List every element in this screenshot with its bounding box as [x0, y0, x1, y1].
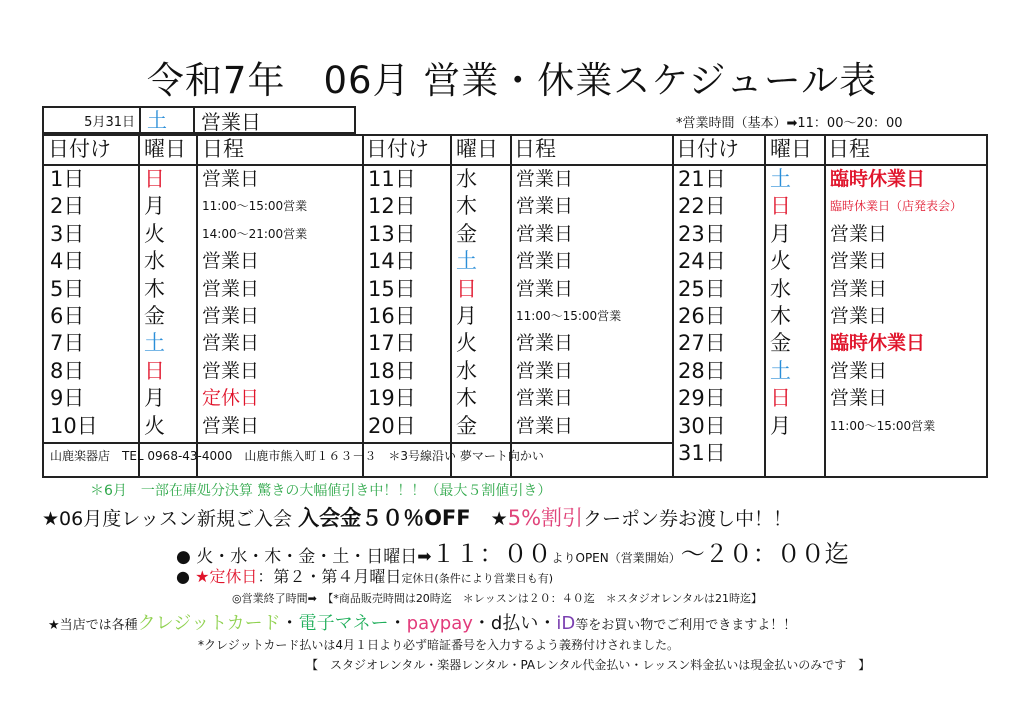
- column-header: [362, 136, 672, 166]
- column-header: [44, 136, 362, 166]
- row-dow: 日: [144, 358, 165, 383]
- row-dow: 金: [456, 221, 477, 246]
- row-dow: 金: [144, 304, 165, 328]
- schedule-row: [362, 193, 672, 220]
- row-dow: 金: [770, 331, 791, 356]
- schedule-row: [44, 358, 362, 385]
- row-date: 4日: [50, 249, 85, 274]
- schedule-row: [672, 276, 986, 303]
- schedule-row: [672, 248, 986, 275]
- row-date: 10日: [50, 413, 98, 438]
- row-status: 臨時休業日（店発表会）: [830, 199, 963, 214]
- row-date: 13日: [368, 221, 416, 246]
- header-dow: 曜日: [770, 137, 812, 161]
- row-dow: 月: [770, 221, 791, 246]
- row-dow: [764, 440, 824, 467]
- schedule-row: [362, 385, 672, 412]
- schedule-row: [362, 303, 672, 330]
- row-dow: 木: [770, 304, 791, 328]
- payment-dpay: d払い: [490, 613, 539, 634]
- payment-notice: [48, 609, 796, 635]
- row-dow: 土: [456, 249, 477, 274]
- row-status: 営業日: [516, 168, 574, 190]
- schedule-row: [672, 221, 986, 248]
- row-dow: 木: [456, 194, 477, 219]
- row-status: 営業日: [830, 277, 888, 300]
- open-note: よりOPEN（営業開始）: [551, 551, 681, 565]
- row-status: 臨時休業日: [830, 332, 926, 355]
- closed-text: ：第２・第４月曜日: [257, 567, 402, 586]
- row-dow: 月: [144, 386, 165, 411]
- row-date: 5日: [50, 276, 85, 301]
- divider: [764, 136, 766, 476]
- row-dow: 火: [770, 249, 791, 274]
- row-dow: 木: [456, 386, 477, 411]
- row-status: 営業日: [516, 387, 574, 410]
- page-title: 令和7年 06月 営業・休業スケジュール表: [146, 59, 878, 102]
- payment-emoney: 電子マネー: [298, 613, 389, 634]
- row-date: 12日: [368, 194, 416, 219]
- row-date: 28日: [678, 358, 726, 383]
- schedule-row: [44, 221, 362, 248]
- row-status: 営業日: [830, 222, 888, 245]
- schedule-row: [44, 413, 362, 440]
- schedule-row: [672, 193, 986, 220]
- schedule-row: [44, 193, 362, 220]
- lesson-discount: 5%割引: [507, 506, 584, 530]
- row-date: 29日: [678, 386, 726, 411]
- row-dow: 土: [770, 167, 791, 191]
- divider: [824, 136, 826, 476]
- row-status: 営業日: [202, 277, 260, 300]
- row-status: 営業日: [202, 414, 260, 437]
- row-dow: 火: [144, 221, 165, 246]
- divider: [672, 136, 674, 476]
- row-dow: 月: [770, 413, 791, 438]
- header-date: 日付け: [48, 137, 111, 161]
- row-date: 8日: [50, 358, 85, 383]
- schedule-row: [44, 385, 362, 412]
- row-date: 17日: [368, 331, 416, 356]
- row-date: 1日: [50, 167, 85, 191]
- row-dow: 月: [456, 304, 477, 328]
- row-dow: 土: [770, 358, 791, 383]
- schedule-grid: [42, 134, 988, 478]
- schedule-row: [672, 330, 986, 357]
- row-date: 3日: [50, 221, 85, 246]
- lesson-suffix: クーポン券お渡し中！！: [583, 508, 793, 530]
- previous-day-date: 5月31日: [84, 114, 135, 130]
- row-date: 15日: [368, 276, 416, 301]
- closed-note: 定休日(条件により営業日も有): [401, 572, 554, 585]
- divider: [510, 136, 512, 476]
- row-status: 11:00～15:00営業: [830, 418, 936, 433]
- row-dow: 日: [456, 276, 477, 301]
- row-dow: 日: [144, 167, 165, 191]
- separator: ・: [472, 613, 491, 634]
- schedule-row: [672, 166, 986, 193]
- row-status: 営業日: [516, 332, 574, 355]
- schedule-row: [362, 330, 672, 357]
- row-status: 11:00～15:00営業: [516, 309, 622, 323]
- row-date: 19日: [368, 386, 416, 411]
- row-date: 25日: [678, 276, 726, 301]
- row-dow: 水: [144, 249, 165, 274]
- row-status: 営業日: [830, 387, 888, 410]
- row-status: 営業日: [516, 277, 574, 300]
- lesson-prefix: ★06月度レッスン新規ご入会: [42, 508, 293, 530]
- schedule-column-1: [44, 136, 362, 476]
- schedule-row: [44, 330, 362, 357]
- row-status: 営業日: [202, 359, 260, 382]
- row-status: 営業日: [516, 222, 574, 245]
- closing-time: ◎営業終了時間➡ 【*商品販売時間は20時迄 ＊レッスンは２０：４０迄 ＊スタジオレンタルは21時迄】: [232, 592, 762, 605]
- row-dow: 金: [456, 413, 477, 438]
- previous-day-dow: 土: [139, 108, 195, 132]
- row-date: 22日: [678, 194, 726, 219]
- schedule-column-2: [362, 136, 672, 476]
- row-status: 営業日: [202, 305, 260, 327]
- row-date: 26日: [678, 304, 726, 328]
- row-date: 6日: [50, 304, 85, 328]
- header-schedule: 日程: [828, 137, 870, 161]
- row-dow: 日: [770, 386, 791, 411]
- row-dow: 水: [456, 167, 477, 191]
- header-dow: 曜日: [456, 137, 498, 161]
- row-status: 営業日: [516, 414, 574, 437]
- header-dow: 曜日: [144, 137, 186, 161]
- row-date: 31日: [678, 441, 726, 465]
- pin-notice: *クレジットカード払いは4月１日より必ず暗証番号を入力するよう義務付けされました。: [198, 638, 679, 652]
- row-dow: 月: [144, 194, 165, 219]
- row-date: 14日: [368, 249, 416, 274]
- lesson-star: ★: [490, 508, 508, 530]
- row-dow: 火: [144, 413, 165, 438]
- separator: ・: [280, 613, 299, 634]
- row-dow: 土: [144, 331, 165, 356]
- row-status: 営業日: [202, 168, 260, 190]
- previous-day-status: 営業日: [201, 109, 261, 134]
- divider: [196, 136, 198, 476]
- schedule-row: [362, 276, 672, 303]
- row-date: 30日: [678, 413, 726, 438]
- column-header: [672, 136, 986, 166]
- closed-label: ★定休日: [195, 567, 258, 586]
- row-date: 18日: [368, 358, 416, 383]
- row-status: 営業日: [516, 359, 574, 382]
- store-address: 山鹿楽器店 TEL 0968-43-4000 山鹿市熊入町１６３－３ ＊3号線沿い 夢マート向かい: [50, 449, 544, 463]
- header-schedule: 日程: [202, 137, 244, 161]
- row-status: 臨時休業日: [830, 168, 926, 190]
- lesson-fee: 入会金５０％OFF: [298, 506, 471, 530]
- lesson-notice: [42, 502, 792, 532]
- divider: [362, 136, 364, 476]
- schedule-row: [362, 248, 672, 275]
- schedule-row: [672, 358, 986, 385]
- schedule-row: [362, 221, 672, 248]
- row-date: 20日: [368, 413, 416, 438]
- row-status: 営業日: [516, 195, 574, 218]
- header-date: 日付け: [366, 137, 429, 161]
- schedule-row: [362, 358, 672, 385]
- payment-prefix: ★当店では各種: [48, 618, 138, 633]
- schedule-row: [44, 166, 362, 193]
- schedule-row: [362, 413, 672, 440]
- payment-id: iD: [556, 613, 576, 634]
- payment-paypay: paypay: [406, 613, 473, 634]
- row-status: 14:00～21:00営業: [202, 226, 308, 241]
- open-days: 火・水・木・金・土・日曜日➡: [196, 547, 432, 567]
- header-schedule: 日程: [514, 137, 556, 161]
- row-date: 24日: [678, 249, 726, 274]
- row-date: 27日: [678, 331, 726, 356]
- schedule-row: [672, 440, 986, 467]
- cash-notice: 【 スタジオレンタル・楽器レンタル・PAレンタル代金払い・レッスン料金払いは現金払いのみです 】: [306, 658, 871, 672]
- separator: ・: [538, 613, 557, 634]
- schedule-row: [44, 276, 362, 303]
- row-status: 営業日: [830, 359, 888, 382]
- header-date: 日付け: [676, 137, 739, 161]
- row-status: 営業日: [516, 250, 574, 273]
- row-status: 営業日: [830, 250, 888, 273]
- row-status: 営業日: [830, 305, 888, 327]
- row-date: 7日: [50, 331, 85, 356]
- basic-hours: *営業時間（基本）➡11：00～20：00: [676, 116, 903, 131]
- row-date: 21日: [678, 167, 726, 191]
- row-dow: 日: [770, 194, 791, 219]
- bullet: ●: [176, 547, 191, 567]
- schedule-row: [672, 303, 986, 330]
- divider: [138, 136, 140, 476]
- separator: ・: [388, 613, 407, 634]
- schedule-row: [362, 166, 672, 193]
- schedule-column-3: [672, 136, 986, 476]
- close-time: ～２０：００迄: [680, 540, 849, 568]
- schedule-row: [672, 413, 986, 440]
- schedule-row: [44, 303, 362, 330]
- row-dow: 火: [456, 331, 477, 356]
- schedule-row: [672, 385, 986, 412]
- row-date: 11日: [368, 167, 416, 191]
- closed-days: [176, 564, 553, 587]
- schedule-row: [44, 248, 362, 275]
- open-time: １１：００: [431, 540, 552, 568]
- payment-credit: クレジットカード: [137, 613, 281, 634]
- row-date: 16日: [368, 304, 416, 328]
- payment-suffix: 等をお買い物でご利用できますよ！！: [575, 618, 797, 633]
- row-dow: 木: [144, 276, 165, 301]
- row-status: 定休日: [202, 387, 260, 410]
- bullet: ●: [176, 567, 190, 586]
- row-status: 11:00～15:00営業: [202, 199, 308, 214]
- row-status: 営業日: [202, 332, 260, 355]
- row-dow: 水: [456, 358, 477, 383]
- row-status: 営業日: [202, 250, 260, 273]
- row-date: 23日: [678, 221, 726, 246]
- divider: [450, 136, 452, 476]
- row-dow: 水: [770, 276, 791, 301]
- sale-notice: ＊6月 一部在庫処分決算 驚きの大幅値引き中！！！（最大５割値引き）: [90, 483, 552, 499]
- row-date: 9日: [50, 386, 85, 411]
- previous-day-row: [42, 106, 356, 134]
- row-date: 2日: [50, 194, 85, 219]
